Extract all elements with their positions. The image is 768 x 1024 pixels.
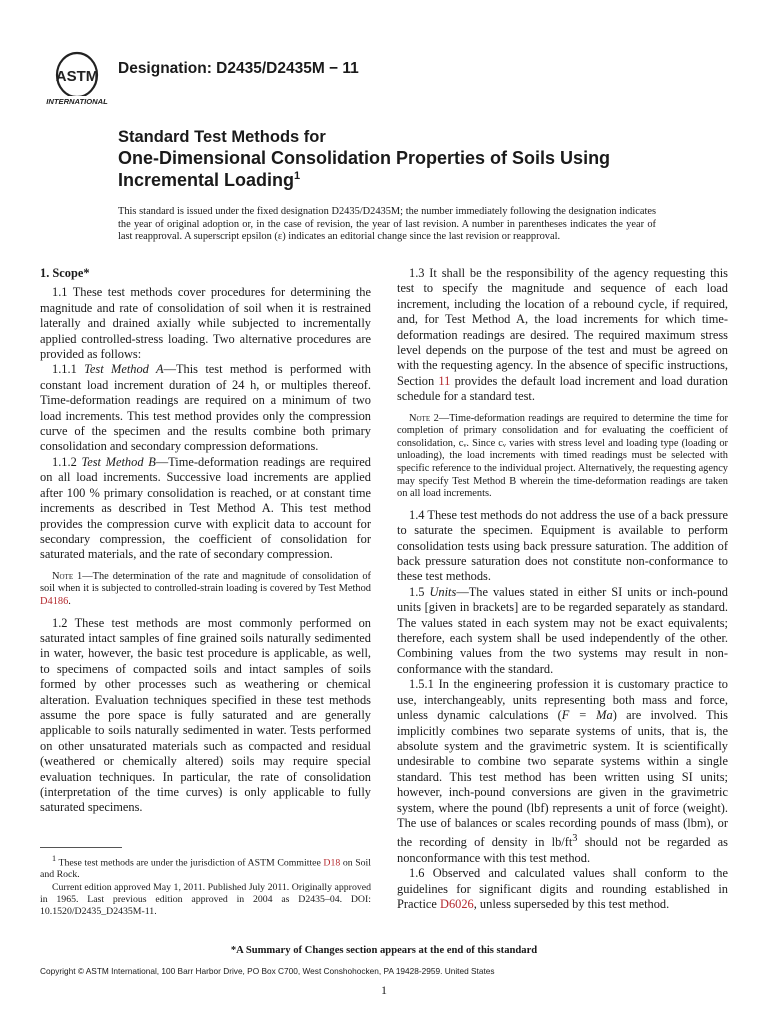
para-1-6	[397, 866, 728, 912]
title-line-1: Standard Test Methods for	[118, 128, 326, 146]
para-1-6-text-a: 1.6 Observed and calculated values shall conform to the guidelines for significant digits and rounding established in Practice	[397, 866, 728, 912]
footnotes	[40, 853, 371, 918]
section-heading-scope: 1. Scope*	[40, 266, 90, 280]
formula-f-ma: F = Ma	[561, 708, 613, 723]
para-1-1-2-em: Test Method B	[81, 454, 156, 469]
logo-letters: ASTM	[55, 68, 99, 85]
para-1-1-2	[40, 455, 371, 563]
para-1-5-num: 1.5	[409, 584, 430, 599]
title-block	[118, 127, 610, 191]
note-1-end: .	[68, 595, 71, 607]
footnote-2: Current edition approved May 1, 2011. Published July 2011. Originally approved in 1965. Last previous edition approved in 2004 as D2435–04. DOI: 10.1520/D2435_D2435M-11.	[40, 881, 371, 918]
title-line-3-text: Incremental Loading	[118, 170, 295, 190]
footnote-1-mark: 1	[52, 854, 57, 863]
para-1-3	[397, 266, 728, 405]
link-d6026[interactable]: D6026	[440, 897, 474, 912]
para-1-1-1-em: Test Method A	[84, 362, 164, 377]
note-2-text: 2—Time-deformation readings are required to determine the time for completion of primary consolidation and for evaluating the coefficient of consolidation, cᵥ. Since cᵥ varies with stress level and loading type (loading or unloading), the load increments with timed readings must be selected with specific reference to the individual project. Alternatively, the requesting agency may specify Test Method B wherein the time-deformation readings are taken on all load increments.	[397, 412, 728, 500]
summary-of-changes-note: *A Summary of Changes section appears at the end of this standard	[230, 945, 538, 956]
footnote-rule	[40, 847, 122, 848]
page-number: 1	[381, 983, 387, 997]
link-section-11[interactable]: 11	[438, 373, 451, 388]
left-column	[40, 266, 371, 816]
para-1-1-1	[40, 362, 371, 454]
para-1-3-text-b: provides the default load increment and load duration schedule for a standard test.	[397, 373, 728, 404]
note-1-label: Note	[52, 570, 74, 582]
para-1-2: 1.2 These test methods are most commonly performed on saturated intact samples of fine grained soils naturally sedimented in water, however, the basic test procedure is applicable, as well, to specimens of compacted soils and intact samples of soils formed by other processes such as weathering or chemical alteration. Evaluation techniques specified in these test methods assume the pore space is fully saturated and are generally applicable to soils naturally sedimented in water. Tests performed on other unsaturated materials such as compacted and residual (weathered or chemically altered) soils may require special evaluation techniques. In particular, the rate of consolidation (interpretation of the time curves) is only applicable to fully saturated specimens.	[40, 615, 371, 815]
para-1-1-2-text: —Time-deformation readings are required on all load increments. Successive load increments are applied after 100 % primary consolidation is reached, or at constant time increments as described in Test Method A. This test method provides the compression curve with explicit data to account for secondary compression, the coefficient of consolidation for saturated materials, and the rate of secondary compression.	[40, 454, 371, 562]
para-1-5-1-text-a: 1.5.1 In the engineering profession it is customary practice to use, interchangeably, units representing both mass and force, unless dynamic calculations (	[397, 677, 728, 723]
logo-banner: INTERNATIONAL	[46, 97, 108, 106]
para-1-5-1	[397, 677, 728, 866]
para-1-1-1-num: 1.1.1	[52, 362, 85, 377]
superscript-3: 3	[572, 833, 578, 845]
note-1	[40, 571, 371, 609]
para-1-5-text: —The values stated in either SI units or inch-pound units [given in brackets] are to be regarded separately as standard. The values stated in each system may not be exact equivalents; therefore, each system shall be used independently of the other. Combining values from the two systems may result in non-conformance with the standard.	[397, 584, 728, 676]
footnote-1-end: on Soil and Rock.	[40, 857, 371, 881]
title-line-3	[118, 169, 610, 191]
note-1-text: 1—The determination of the rate and magnitude of consolidation of soil when it is subjected to controlled-strain loading is covered by Test Method	[40, 570, 371, 595]
note-2-label: Note	[409, 412, 431, 424]
para-1-3-text-a: 1.3 It shall be the responsibility of the agency requesting this test to specify the magnitude and sequence of each load increment, including the location of a rebound cycle, if required, and, for Test Method A, the load increments for which time-deformation readings are desired. The required maximum stress level depends on the purpose of the test and must be agreed on with the requesting agency. In the absence of specific instructions, Section	[397, 266, 728, 388]
para-1-5	[397, 585, 728, 677]
para-1-1: 1.1 These test methods cover procedures for determining the magnitude and rate of consolidation of soil when it is restrained laterally and drained axially while subjected to incrementally applied controlled-stress loading. Two alternative procedures are provided as follows:	[40, 285, 371, 362]
footnote-1	[40, 853, 371, 882]
para-1-6-text-b: , unless superseded by this test method.	[473, 897, 670, 912]
right-column	[397, 266, 728, 913]
footnote-1-text: These test methods are under the jurisdiction of ASTM Committee	[56, 857, 324, 869]
para-1-5-1-text-c: should not be regarded as nonconformance with this test method.	[397, 835, 728, 865]
title-line-2-text: One-Dimensional Consolidation Properties of Soils Using	[118, 148, 611, 168]
link-d4186[interactable]: D4186	[40, 595, 69, 607]
para-1-1-2-num: 1.1.2	[52, 454, 82, 469]
para-1-5-em: Units	[429, 584, 457, 599]
link-d18[interactable]: D18	[323, 857, 341, 869]
title-footnote-mark: 1	[294, 170, 301, 182]
intro-paragraph: This standard is issued under the fixed designation D2435/D2435M; the number immediately following the designation indicates the year of original adoption or, in the case of revision, the year of last revision. A number in parentheses indicates the year of last reapproval. A superscript epsilon (ε) indicates an editorial change since the last revision or reapproval.	[118, 206, 656, 243]
title-line-2	[118, 147, 610, 169]
designation: Designation: D2435/D2435M − 11	[118, 60, 359, 77]
astm-logo	[44, 50, 110, 106]
note-2	[397, 413, 728, 501]
para-1-4: 1.4 These test methods do not address the use of a back pressure to saturate the specimen. Equipment is available to perform consolidation tests using back pressure saturation. The addition of back pressure saturation does not constitute non-conformance to these test methods.	[397, 507, 728, 584]
para-1-1-1-text: —This test method is performed with constant load increment duration of 24 h, or multiples thereof. Time-deformation readings are required on a minimum of two load increments. This test method provides only the compression curve of the specimen and the results combine both primary consolidation and secondary compression deformations.	[40, 362, 371, 454]
para-1-5-1-text-b: ) are involved. This implicitly combines two separate systems of units, that is, the absolute system and the gravimetric system. It is scientifically undesirable to combine two separate systems within a single standard. This test method has been written using SI units; however, inch-pound conversions are given in the gravimetric system, where the pound (lbf) represents a unit of force (weight). The use of balances or scales recording pounds of mass (lbm), or the recording of density in lb/ft	[397, 708, 728, 850]
copyright: Copyright © ASTM International, 100 Barr Harbor Drive, PO Box C700, West Conshohocken, PA 19428-2959. United States	[40, 966, 495, 976]
